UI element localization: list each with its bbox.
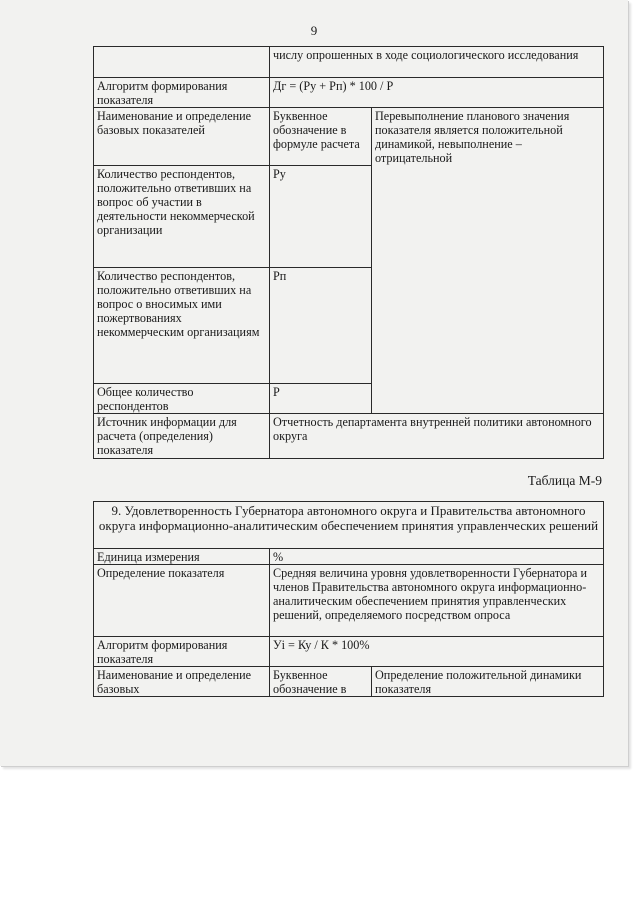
algorithm-formula: Дг = (Ру + Рп) * 100 / Р xyxy=(270,78,604,108)
unit-label: Единица измерения xyxy=(94,549,270,565)
indicator-table-m9 xyxy=(93,501,604,697)
table-row xyxy=(94,549,604,565)
algorithm-formula: Уi = Ку / К * 100% xyxy=(270,637,604,667)
table-row xyxy=(94,47,604,78)
positive-dynamics-label: Определение положительной динамики показателя xyxy=(372,667,604,697)
letter-designation-label: Буквенное обозначение в формуле расчета xyxy=(270,108,372,166)
unit-value: % xyxy=(270,549,604,565)
table-cell-empty xyxy=(94,47,270,78)
table-caption: Таблица М-9 xyxy=(527,473,602,488)
table-row xyxy=(94,414,604,459)
letter-designation-label: Буквенное обозначение в xyxy=(270,667,372,697)
page-number: 9 xyxy=(310,23,318,38)
continuation-text: числу опрошенных в ходе социологического исследования xyxy=(270,47,604,78)
base-indicator-name: Количество респондентов, положительно ответивших на вопрос об участии в деятельности некоммерческой организации xyxy=(94,166,270,268)
table-row xyxy=(94,502,604,549)
source-label: Источник информации для расчета (определения) показателя xyxy=(94,414,270,459)
base-indicator-letter: Р xyxy=(270,384,372,414)
base-indicator-name: Общее количество респондентов xyxy=(94,384,270,414)
positive-dynamics-text: Перевыполнение планового значения показателя является положительной динамикой, невыполнение – отрицательной xyxy=(372,108,604,414)
base-indicator-letter: Ру xyxy=(270,166,372,268)
algorithm-label: Алгоритм формирования показателя xyxy=(94,637,270,667)
definition-label: Определение показателя xyxy=(94,565,270,637)
indicator-title: 9. Удовлетворенность Губернатора автономного округа и Правительства автономного округа информационно-аналитическим обеспечением принятия управленческих решений xyxy=(94,502,604,549)
algorithm-label: Алгоритм формирования показателя xyxy=(94,78,270,108)
source-value: Отчетность департамента внутренней политики автономного округа xyxy=(270,414,604,459)
table-row xyxy=(94,78,604,108)
table-row xyxy=(94,667,604,697)
base-indicator-name: Количество респондентов, положительно ответивших на вопрос о вносимых ими пожертвованиях некоммерческим организациям xyxy=(94,268,270,384)
base-indicator-letter: Рп xyxy=(270,268,372,384)
table-row xyxy=(94,565,604,637)
definition-value: Средняя величина уровня удовлетворенности Губернатора и членов Правительства автономного округа информационно-аналитическим обеспечением принятия управленческих решений, определяемого посредством опроса xyxy=(270,565,604,637)
table-row xyxy=(94,637,604,667)
base-indicators-label: Наименование и определение базовых показателей xyxy=(94,108,270,166)
base-indicators-label: Наименование и определение базовых xyxy=(94,667,270,697)
table-row xyxy=(94,108,604,166)
indicator-table-continued xyxy=(93,46,604,459)
